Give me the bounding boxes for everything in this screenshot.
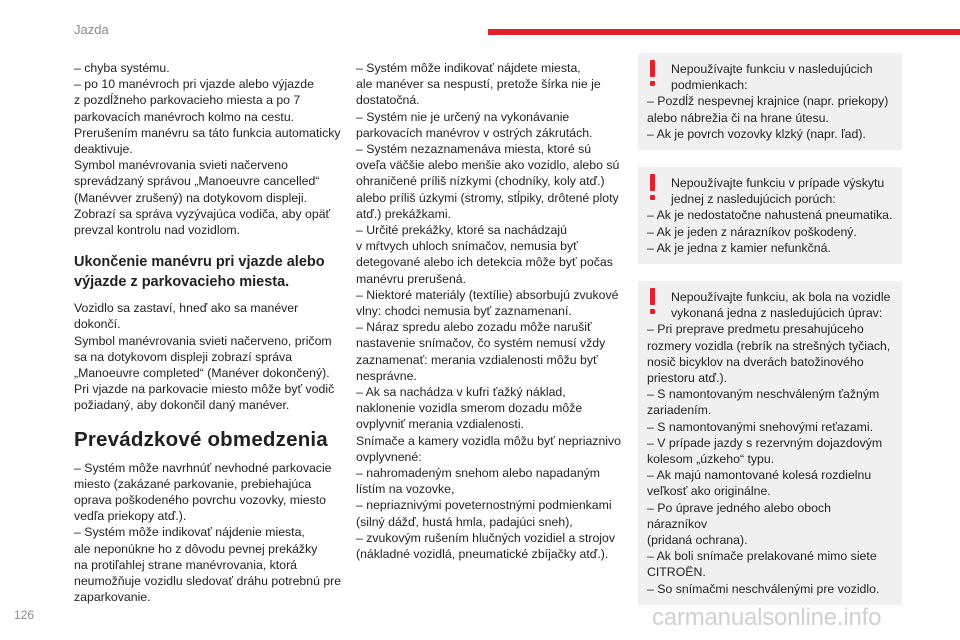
text-line: – Systém môže navrhnúť nevhodné parkovacie — [74, 460, 332, 475]
intro-lines — [74, 60, 346, 238]
text-line: Symbol manévrovania svieti načerveno — [74, 158, 288, 173]
text-line: naklonenie vozidla smerom dozadu môže — [356, 401, 583, 416]
text-line: – S namontovaným neschváleným ťažným — [647, 387, 880, 402]
warning-box-conditions — [638, 53, 902, 150]
text-line: – Ak je jeden z nárazníkov poškodený. — [647, 224, 857, 239]
text-line: deaktivuje. — [74, 142, 133, 157]
text-line: Prerušením manévru sa táto funkcia automaticky — [74, 125, 341, 140]
text-line: jednej z nasledujúcich porúch: — [671, 192, 836, 207]
text-line: zariadením. — [647, 403, 712, 418]
text-line: atď.) prekážkami. — [356, 206, 452, 221]
text-line: parkovacích manévrov v ostrých zákrutách. — [356, 125, 593, 140]
text-line: – Pozdĺž nespevnej krajnice (napr. priekopy) — [647, 94, 889, 109]
text-line: – zvukovým rušením hlučných vozidiel a strojov — [356, 530, 616, 545]
warning-exclamation-icon — [649, 60, 657, 87]
text-line: – Ak je jedna z kamier nefunkčná. — [647, 240, 831, 255]
text-line: – Ak majú namontované kolesá rozdielnu — [647, 468, 872, 483]
text-line: ohraničené príliš nízkymi (chodníky, koly atď.) — [356, 174, 605, 189]
text-line: – chyba systému. — [74, 61, 170, 75]
text-line: nesprávne. — [356, 368, 417, 383]
text-line: – Systém nezaznamenáva miesta, ktoré sú — [356, 142, 592, 157]
text-line: – nepriaznivými poveternostnými podmienkami — [356, 498, 612, 513]
watermark: carmanualsonline.info — [652, 604, 882, 631]
warning-lines — [647, 207, 893, 256]
completion-lines — [74, 300, 346, 413]
text-line: – V prípade jazdy s rezervným dojazdovým — [647, 435, 883, 450]
text-line: (Manévver zrušený) na dotykovom displeji. — [74, 190, 308, 205]
text-line: Nepoužívajte funkciu v nasledujúcich — [671, 62, 873, 76]
text-line: Nepoužívajte funkciu, ak bola na vozidle — [671, 290, 891, 305]
text-line: – Ak sa nachádza v kufri ťažký náklad, — [356, 385, 566, 400]
text-line: ovplyvniť merania vzdialenosti. — [356, 417, 524, 432]
text-line: ovplyvnené: — [356, 449, 422, 464]
warning-title — [647, 289, 893, 321]
text-line: CITROËN. — [647, 565, 706, 580]
text-line: vedľa priekopy atď.). — [74, 509, 187, 524]
text-line: v mŕtvych uhloch snímačov, nemusia byť — [356, 239, 578, 254]
warning-exclamation-icon — [649, 174, 657, 201]
text-line: (silný dážď, hustá hmla, padajúci sneh), — [356, 514, 573, 529]
text-line: alebo príliš úzkymi (stromy, stĺpiky, drôtené ploty — [356, 190, 619, 205]
text-line: sprevádzaný správou „Manoeuvre cancelled“ — [74, 174, 320, 189]
text-line: kolesom „úzkeho“ typu. — [647, 452, 775, 467]
text-line: dokončí. — [74, 317, 121, 332]
text-line: na protiľahlej strane manévrovania, ktorá — [74, 557, 298, 572]
text-line: miesto (zakázané parkovanie, prebiehajúca — [74, 476, 312, 491]
warning-title — [647, 175, 893, 207]
limitations-continued-lines — [356, 60, 628, 562]
warning-lines — [647, 321, 893, 596]
text-line: dostatočná. — [356, 93, 420, 108]
text-line: – Niektoré materiály (textílie) absorbujú zvukové — [356, 287, 619, 302]
text-line: parkovacích manévroch kolmo na cestu. — [74, 109, 295, 124]
warning-title — [647, 61, 893, 93]
text-line: – Určité prekážky, ktoré sa nachádzajú — [356, 223, 567, 238]
text-line: zaparkovanie. — [74, 590, 151, 605]
text-line: Nepoužívajte funkciu v prípade výskytu — [671, 176, 885, 191]
text-line: – Systém nie je určený na vykonávanie — [356, 109, 570, 124]
text-line: oveľa väčšie alebo menšie ako vozidlo, alebo sú — [356, 158, 620, 173]
text-line: „Manoeuvre completed“ (Manéver dokončený). — [74, 366, 330, 381]
text-line: prevzal kontrolu nad vozidlom. — [74, 223, 241, 238]
text-line: – po 10 manévroch pri vjazde alebo výjazde — [74, 77, 314, 92]
text-line: – Ak je povrch vozovky klzký (napr. ľad). — [647, 126, 866, 141]
text-line: podmienkach: — [671, 78, 748, 93]
text-line: neumožňuje vozidlu sledovať dráhu potrebnú pre — [74, 574, 342, 589]
column-right — [638, 53, 902, 622]
warning-exclamation-icon — [649, 288, 657, 315]
text-line: vlny: chodci nemusia byť zaznamenaní. — [356, 304, 572, 319]
warning-box-faults — [638, 167, 902, 264]
text-line: Zobrazí sa správa vyzývajúca vodiča, aby opäť — [74, 206, 331, 221]
subheading: Ukončenie manévru pri vjazde alebo výjazde z parkovacieho miesta. — [74, 254, 325, 291]
warning-lines — [647, 93, 893, 142]
text-line: veľkosť ako originálne. — [647, 484, 771, 499]
text-line: sa na dotykovom displeji zobrazí správa — [74, 349, 293, 364]
text-line: Pri vjazde na parkovacie miesto môže byť vodič — [74, 382, 335, 397]
text-line: požiadaný, aby dokončil daný manéver. — [74, 398, 290, 413]
text-line: nastavenie snímačov, čo systém nemusí vždy — [356, 336, 606, 351]
text-line: – Pri preprave predmetu presahujúceho — [647, 322, 864, 337]
warning-box-modifications — [638, 281, 902, 605]
header-accent-bar — [488, 29, 960, 35]
text-line: (nákladné vozidlá, pneumatické zbíjačky atď.). — [356, 547, 609, 562]
text-line: Symbol manévrovania svieti načerveno, pričom — [74, 333, 332, 348]
text-line: detegované alebo ich detekcia môže byť počas — [356, 255, 613, 270]
text-line: (pridaná ochrana). — [647, 533, 748, 548]
text-line: Vozidlo sa zastaví, hneď ako sa manéver — [74, 301, 299, 316]
section-label: Jazda — [74, 22, 109, 37]
text-line: manévru prerušená. — [356, 271, 467, 286]
text-line: nosič bicyklov na dverách batožinového — [647, 354, 864, 369]
text-line: – Náraz spredu alebo zozadu môže narušiť — [356, 320, 592, 335]
text-line: ale manéver sa nespustí, pretože šírka nie je — [356, 77, 601, 92]
text-line: Snímače a kamery vozidla môžu byť nepriaznivo — [356, 433, 622, 448]
text-line: alebo nábrežia či na hrane útesu. — [647, 110, 829, 125]
text-line: – Systém môže indikovať nájdenie miesta, — [74, 525, 305, 540]
text-line: – Po úprave jedného alebo oboch nárazníkov — [647, 500, 831, 531]
text-line: – Ak je nedostatočne nahustená pneumatika. — [647, 208, 893, 223]
text-line: z pozdĺžneho parkovacieho miesta a po 7 — [74, 93, 301, 108]
text-line: lístím na vozovke, — [356, 482, 455, 497]
text-line: rozmery vozidla (rebrík na strešných tyčiach, — [647, 338, 891, 353]
text-line: zaznamenať: merania vzdialenosti môžu byť — [356, 352, 598, 367]
text-line: oprava poškodeného povrchu vozovky, miesto — [74, 493, 327, 508]
text-line: – S namontovanými snehovými reťazami. — [647, 419, 874, 434]
page-number: 126 — [14, 608, 35, 622]
text-line: – Systém môže indikovať nájdete miesta, — [356, 61, 581, 75]
text-line: ale neponúkne ho z dôvodu pevnej prekážky — [74, 541, 318, 556]
text-line: – nahromadeným snehom alebo napadaným — [356, 466, 601, 481]
section-title: Prevádzkové obmedzenia — [74, 427, 328, 451]
text-line: priestoru atď.). — [647, 371, 728, 386]
text-line: – So snímačmi neschválenými pre vozidlo. — [647, 581, 880, 596]
column-left — [74, 60, 346, 605]
column-middle — [356, 60, 628, 562]
limitations-lines — [74, 460, 346, 606]
text-line: vykonaná jedna z nasledujúcich úprav: — [671, 306, 883, 321]
text-line: – Ak boli snímače prelakované mimo siete — [647, 549, 877, 564]
